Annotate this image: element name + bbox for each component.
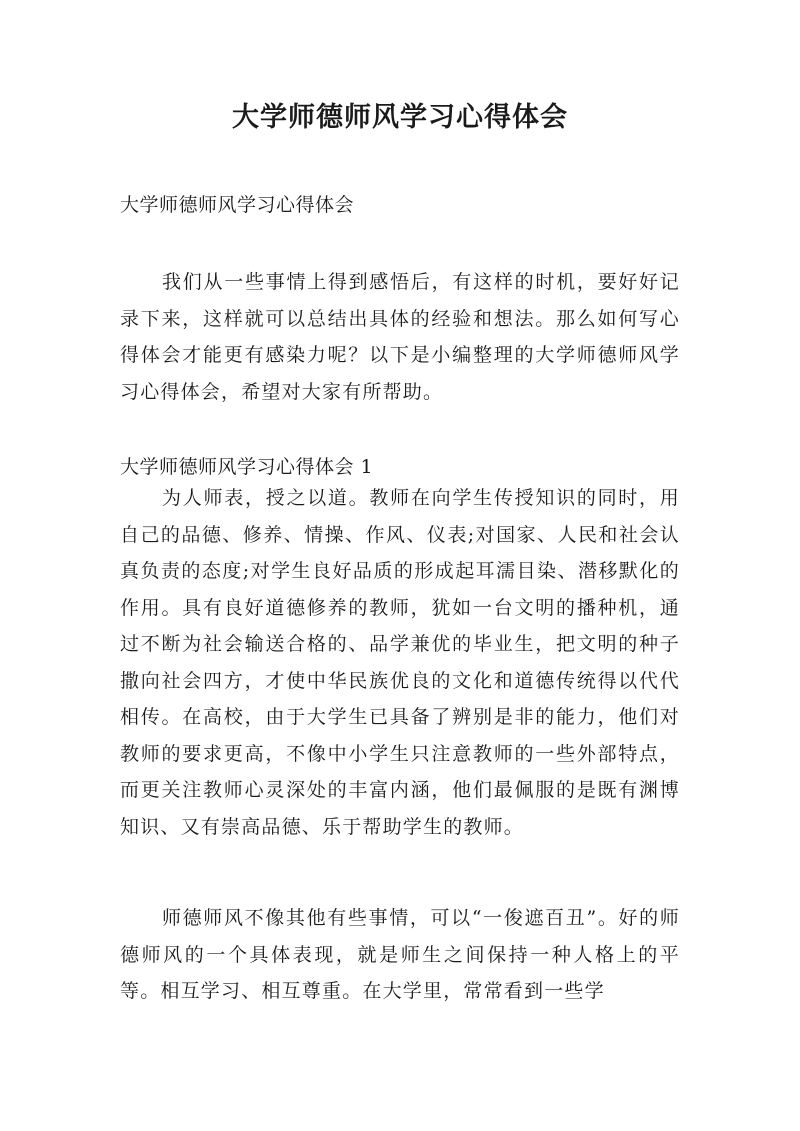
- document-title: 大学师德师风学习心得体会: [232, 102, 568, 133]
- document-subtitle: 大学师德师风学习心得体会: [120, 194, 355, 216]
- section-heading: 大学师德师风学习心得体会 1: [120, 456, 374, 478]
- intro-paragraph: 我们从一些事情上得到感悟后，有这样的时机，要好好记录下来，这样就可以总结出具体的经验和想法。那么如何写心得体会才能更有感染力呢？以下是小编整理的大学师德师风学习心得体会，希望对大家有所帮助。: [120, 271, 680, 403]
- body-paragraph-2: 师德师风不像其他有些事情，可以“一俊遮百丑”。好的师德师风的一个具体表现，就是师生之间保持一种人格上的平等。相互学习、相互尊重。在大学里，常常看到一些学: [120, 907, 680, 1002]
- body-paragraph-1: 为人师表，授之以道。教师在向学生传授知识的同时，用自己的品德、修养、情操、作风、仪表;对国家、人民和社会认真负责的态度;对学生良好品质的形成起耳濡目染、潜移默化的作用。具有良好道德修养的教师，犹如一台文明的播种机，通过不断为社会输送合格的、品学兼优的毕业生，把文明的种子撒向社会四方，才使中华民族优良的文化和道德传统得以代代相传。在高校，由于大学生已具备了辨别是非的能力，他们对教师的要求更高，不像中小学生只注意教师的一些外部特点，而更关注教师心灵深处的丰富内涵，他们最佩服的是既有渊博知识、又有崇高品德、乐于帮助学生的教师。: [120, 487, 680, 838]
